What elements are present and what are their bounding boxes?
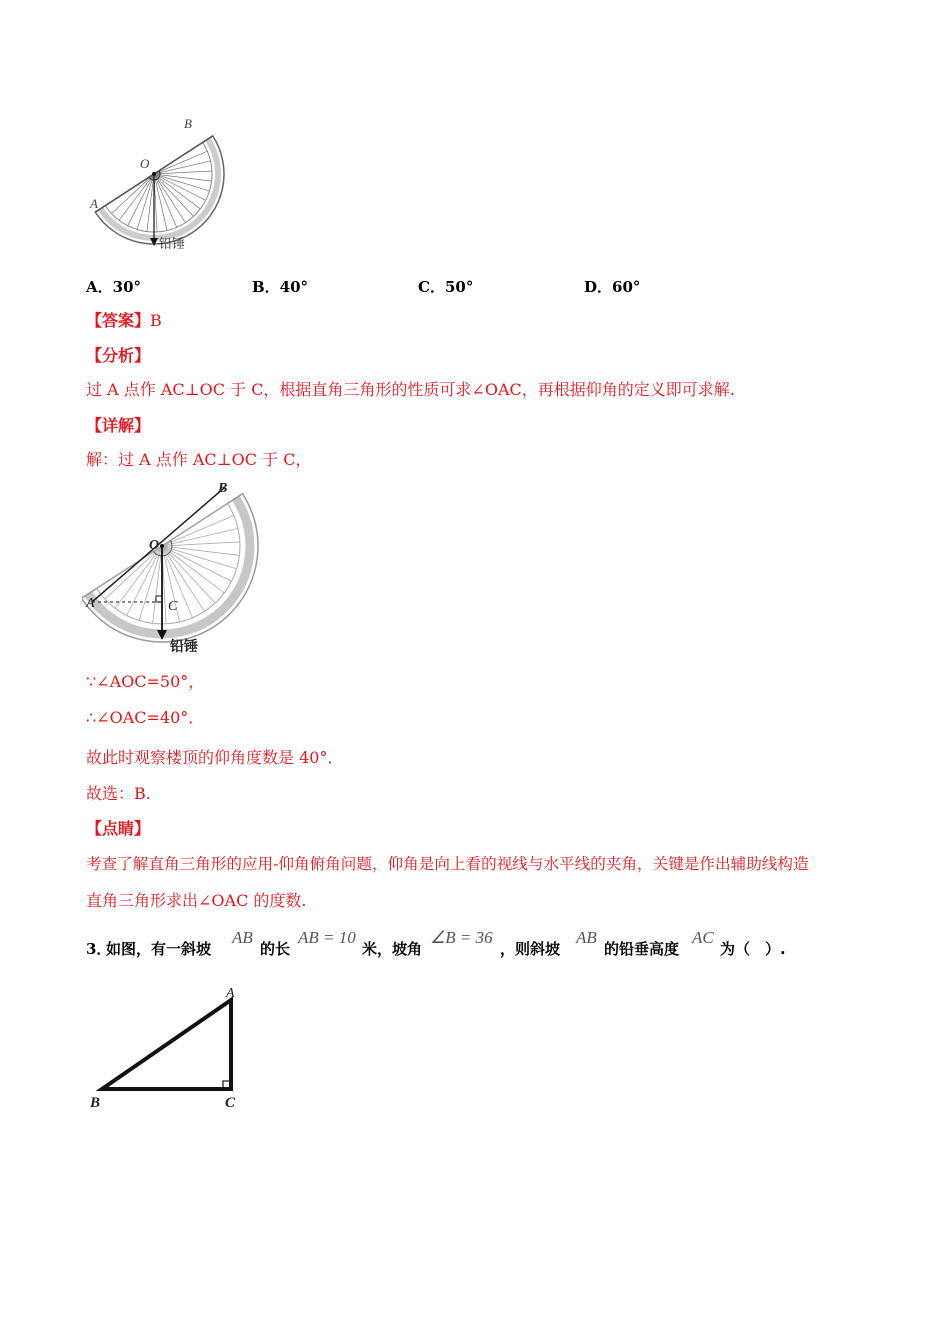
q3-text-5: 的铅垂高度 [604,940,680,958]
q3-math-ab-2: AB [576,928,597,947]
q3-text-4: ，则斜坡 [500,940,561,958]
q3-math-ac: AC [692,928,714,947]
option-d [584,276,640,297]
option-c [418,276,473,297]
detail-line-5: 故选：B. [86,784,151,803]
option-b [252,276,308,297]
fig1-label-a: A [90,196,98,211]
slope-triangle-figure [86,984,256,1116]
q3-text-3: 米，坡角 [362,940,423,958]
detail-line-2: ∵∠AOC=50°， [86,672,205,691]
fig3-label-c: C [225,1095,236,1111]
q3-number: 3． [86,940,112,958]
fig2-plumb-label: 铅锤 [170,639,198,655]
q3-text-1: 如图，有一斜坡 [106,940,212,958]
fig2-label-b: B [218,481,228,496]
answer-line [86,310,162,332]
q3-text-2: 的长 [260,940,291,958]
fig3-label-a: A [226,986,235,1001]
answer-value: B [150,311,162,330]
detail-line-4: 故此时观察楼顶的仰角度数是 40°． [86,748,344,767]
fig1-label-b: B [184,116,192,131]
option-d-letter: D． [584,278,613,296]
question-3 [86,928,846,964]
fig2-label-o: O [149,538,160,553]
fig2-label-a: A [86,596,95,611]
option-b-value: 40° [279,278,309,296]
comment-label: 【点睛】 [86,819,151,838]
option-a-letter: A． [86,278,113,296]
comment-line-1: 考查了解直角三角形的应用-仰角俯角问题，仰角是向上看的视线与水平线的夹角，关键是作出辅助线构造 [86,855,809,873]
q3-text-6: 为（ ）. [720,940,786,958]
fig3-label-b: B [90,1095,101,1111]
analysis-label: 【分析】 [86,346,151,365]
option-b-letter: B． [252,278,280,296]
option-a-value: 30° [112,278,142,296]
q3-math-angle-b: ∠B = 36 [430,928,493,947]
comment-line-2: 直角三角形求出∠OAC 的度数. [86,891,307,910]
fig1-plumb-label: 铅锤 [159,237,186,252]
detail-line-3: ∴∠OAC=40°． [86,708,205,727]
option-c-letter: C． [418,278,445,296]
fig2-label-c: C [168,599,178,614]
q3-math-ab: AB [232,928,253,947]
option-c-value: 50° [444,278,474,296]
option-d-value: 60° [612,278,641,296]
protractor-figure-small [86,112,236,262]
option-a [86,276,141,297]
detail-label: 【详解】 [86,416,151,435]
answer-label: 【答案】 [86,311,151,330]
q3-math-ab-length: AB = 10 [298,928,356,947]
analysis-text: 过 A 点作 AC⊥OC 于 C，根据直角三角形的性质可求∠OAC，再根据仰角的定义即可求解. [86,380,735,399]
fig1-label-o: O [140,156,150,171]
detail-line-1: 解：过 A 点作 AC⊥OC 于 C， [86,450,312,469]
protractor-figure-large [82,476,262,662]
